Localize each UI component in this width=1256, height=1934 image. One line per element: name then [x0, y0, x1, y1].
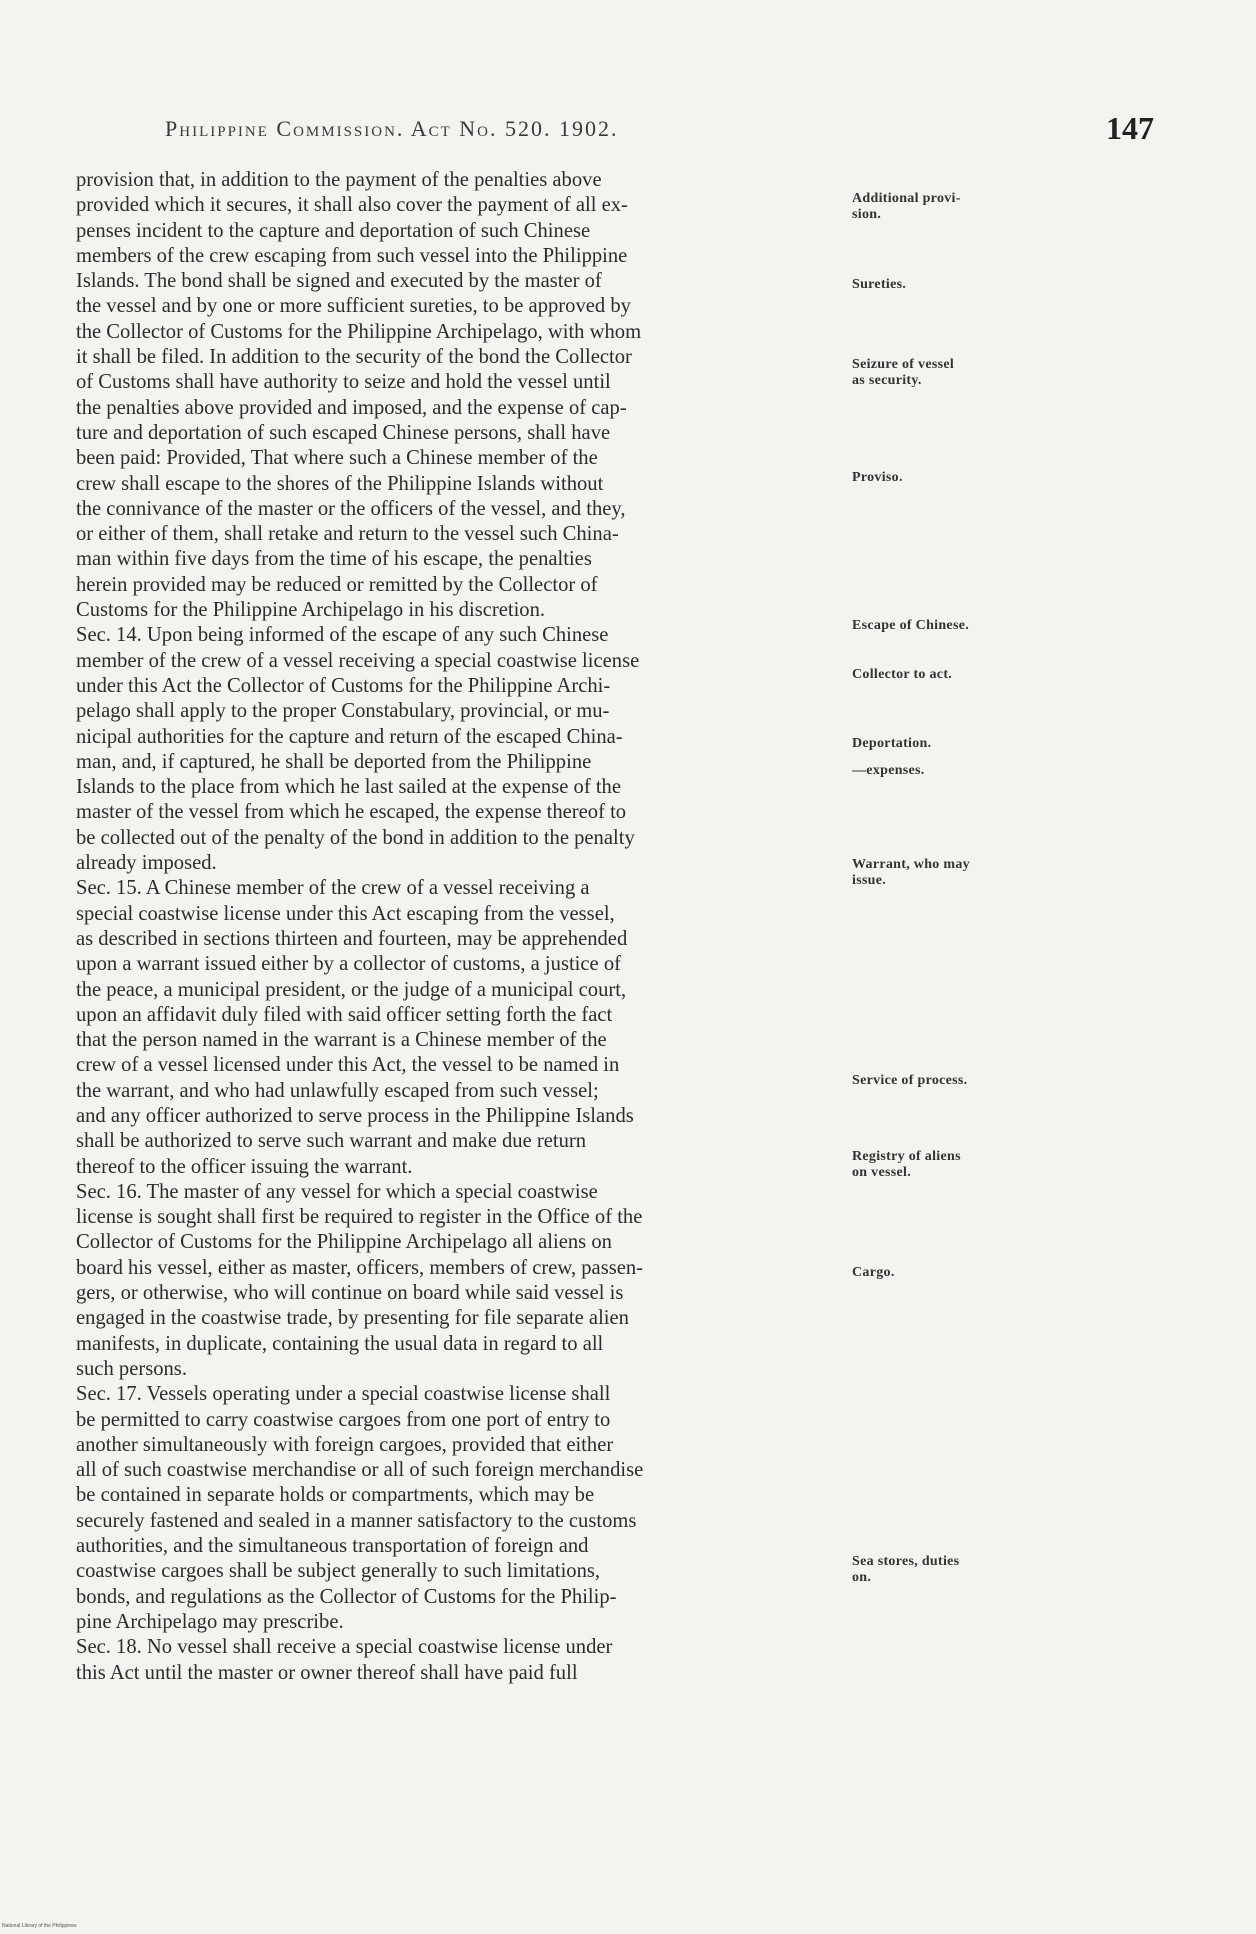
body-line: be contained in separate holds or compartments, which may be: [76, 1484, 595, 1507]
body-line: be collected out of the penalty of the bond in addition to the penalty: [76, 826, 635, 849]
body-line: the connivance of the master or the officers of the vessel, and they,: [76, 497, 626, 520]
body-line: gers, or otherwise, who will continue on board while said vessel is: [76, 1282, 624, 1305]
body-line: members of the crew escaping from such vessel into the Philippine: [76, 244, 628, 267]
body-line: all of such coastwise merchandise or all of such foreign merchandise: [76, 1459, 644, 1482]
body-line: the Collector of Customs for the Philippine Archipelago, with whom: [76, 320, 642, 343]
body-line: under this Act the Collector of Customs for the Philippine Archi-: [76, 674, 611, 697]
body-line: Islands. The bond shall be signed and executed by the master of: [76, 270, 602, 293]
body-line: it shall be filed. In addition to the security of the bond the Collector: [76, 346, 632, 369]
body-line: be permitted to carry coastwise cargoes from one port of entry to: [76, 1408, 611, 1431]
body-line: been paid: Provided, That where such a Chinese member of the: [76, 447, 598, 470]
body-line: member of the crew of a vessel receiving a special coastwise license: [76, 649, 640, 672]
margin-note: Escape of Chinese.: [852, 618, 970, 633]
body-line: man within five days from the time of his escape, the penalties: [76, 548, 592, 571]
body-line: Sec. 16. The master of any vessel for which a special coastwise: [76, 1180, 598, 1203]
body-line: securely fastened and sealed in a manner satisfactory to the customs: [76, 1509, 637, 1532]
body-text: [76, 168, 866, 1686]
margin-note: Additional provi- sion.: [852, 191, 961, 222]
margin-note: Registry of aliens on vessel.: [852, 1149, 961, 1180]
body-line: the warrant, and who had unlawfully escaped from such vessel;: [76, 1079, 599, 1102]
body-line: Sec. 14. Upon being informed of the escape of any such Chinese: [76, 624, 609, 647]
body-line: the penalties above provided and imposed, and the expense of cap-: [76, 396, 627, 419]
margin-note: Seizure of vessel as security.: [852, 357, 955, 388]
body-line: herein provided may be reduced or remitted by the Collector of: [76, 573, 598, 596]
body-line: master of the vessel from which he escaped, the expense thereof to: [76, 801, 627, 824]
body-line: another simultaneously with foreign cargoes, provided that either: [76, 1433, 614, 1456]
body-line: authorities, and the simultaneous transportation of foreign and: [76, 1535, 589, 1558]
margin-note: Service of process.: [852, 1073, 968, 1088]
body-line: crew of a vessel licensed under this Act, the vessel to be named in: [76, 1054, 620, 1077]
body-line: ture and deportation of such escaped Chinese persons, shall have: [76, 421, 611, 444]
body-line: license is sought shall first be required to register in the Office of the: [76, 1206, 643, 1229]
body-line: upon an affidavit duly filed with said officer setting forth the fact: [76, 1003, 613, 1026]
body-line: Sec. 15. A Chinese member of the crew of a vessel receiving a: [76, 877, 590, 900]
body-line: that the person named in the warrant is a Chinese member of the: [76, 1029, 607, 1052]
body-line: manifests, in duplicate, containing the usual data in regard to all: [76, 1332, 604, 1355]
body-line: penses incident to the capture and deportation of such Chinese: [76, 219, 591, 242]
body-line: nicipal authorities for the capture and return of the escaped China-: [76, 725, 623, 748]
body-line: Collector of Customs for the Philippine Archipelago all aliens on: [76, 1231, 612, 1254]
body-line: board his vessel, either as master, officers, members of crew, passen-: [76, 1256, 644, 1279]
body-line: such persons.: [76, 1357, 187, 1380]
body-line: as described in sections thirteen and fourteen, may be apprehended: [76, 927, 628, 950]
body-line: upon a warrant issued either by a collector of customs, a justice of: [76, 953, 621, 976]
body-line: Sec. 18. No vessel shall receive a special coastwise license under: [76, 1636, 613, 1659]
body-line: of Customs shall have authority to seize and hold the vessel until: [76, 371, 611, 394]
footer-caption: National Library of the Philippines: [2, 1923, 77, 1929]
body-line: provided which it secures, it shall also cover the payment of all ex-: [76, 194, 628, 217]
margin-note: Sea stores, duties on.: [852, 1554, 960, 1585]
body-line: provision that, in addition to the payment of the penalties above: [76, 169, 602, 191]
body-line: Customs for the Philippine Archipelago in his discretion.: [76, 599, 546, 622]
page-number: 147: [1106, 110, 1154, 146]
margin-note: Collector to act.: [852, 667, 953, 682]
body-line: Islands to the place from which he last sailed at the expense of the: [76, 776, 621, 799]
body-line: already imposed.: [76, 852, 217, 875]
margin-note: Sureties.: [852, 277, 907, 292]
margin-note: Proviso.: [852, 470, 903, 485]
body-line: crew shall escape to the shores of the Philippine Islands without: [76, 472, 604, 495]
body-line: engaged in the coastwise trade, by presenting for file separate alien: [76, 1307, 629, 1330]
body-line: pelago shall apply to the proper Constabulary, provincial, or mu-: [76, 700, 610, 723]
header-title: Philippine Commission. Act No. 520. 1902.: [165, 116, 619, 141]
body-line: or either of them, shall retake and return to the vessel such China-: [76, 523, 619, 546]
body-line: special coastwise license under this Act escaping from the vessel,: [76, 902, 615, 925]
body-line: man, and, if captured, he shall be deported from the Philippine: [76, 750, 592, 773]
body-line: this Act until the master or owner thereof shall have paid full: [76, 1661, 578, 1684]
body-line: shall be authorized to serve such warrant and make due return: [76, 1130, 587, 1153]
body-line: the vessel and by one or more sufficient sureties, to be approved by: [76, 295, 631, 318]
margin-note: —expenses.: [852, 763, 925, 778]
running-header: [0, 110, 1256, 152]
margin-note: Cargo.: [852, 1265, 895, 1280]
body-line: and any officer authorized to serve process in the Philippine Islands: [76, 1104, 634, 1127]
body-line: Sec. 17. Vessels operating under a special coastwise license shall: [76, 1383, 611, 1406]
body-line: thereof to the officer issuing the warrant.: [76, 1155, 413, 1178]
body-line: the peace, a municipal president, or the judge of a municipal court,: [76, 978, 627, 1001]
margin-note: Deportation.: [852, 736, 932, 751]
body-line: bonds, and regulations as the Collector of Customs for the Philip-: [76, 1585, 617, 1608]
margin-note: Warrant, who may issue.: [852, 857, 970, 888]
body-line: pine Archipelago may prescribe.: [76, 1610, 344, 1633]
body-line: coastwise cargoes shall be subject generally to such limitations,: [76, 1560, 601, 1583]
